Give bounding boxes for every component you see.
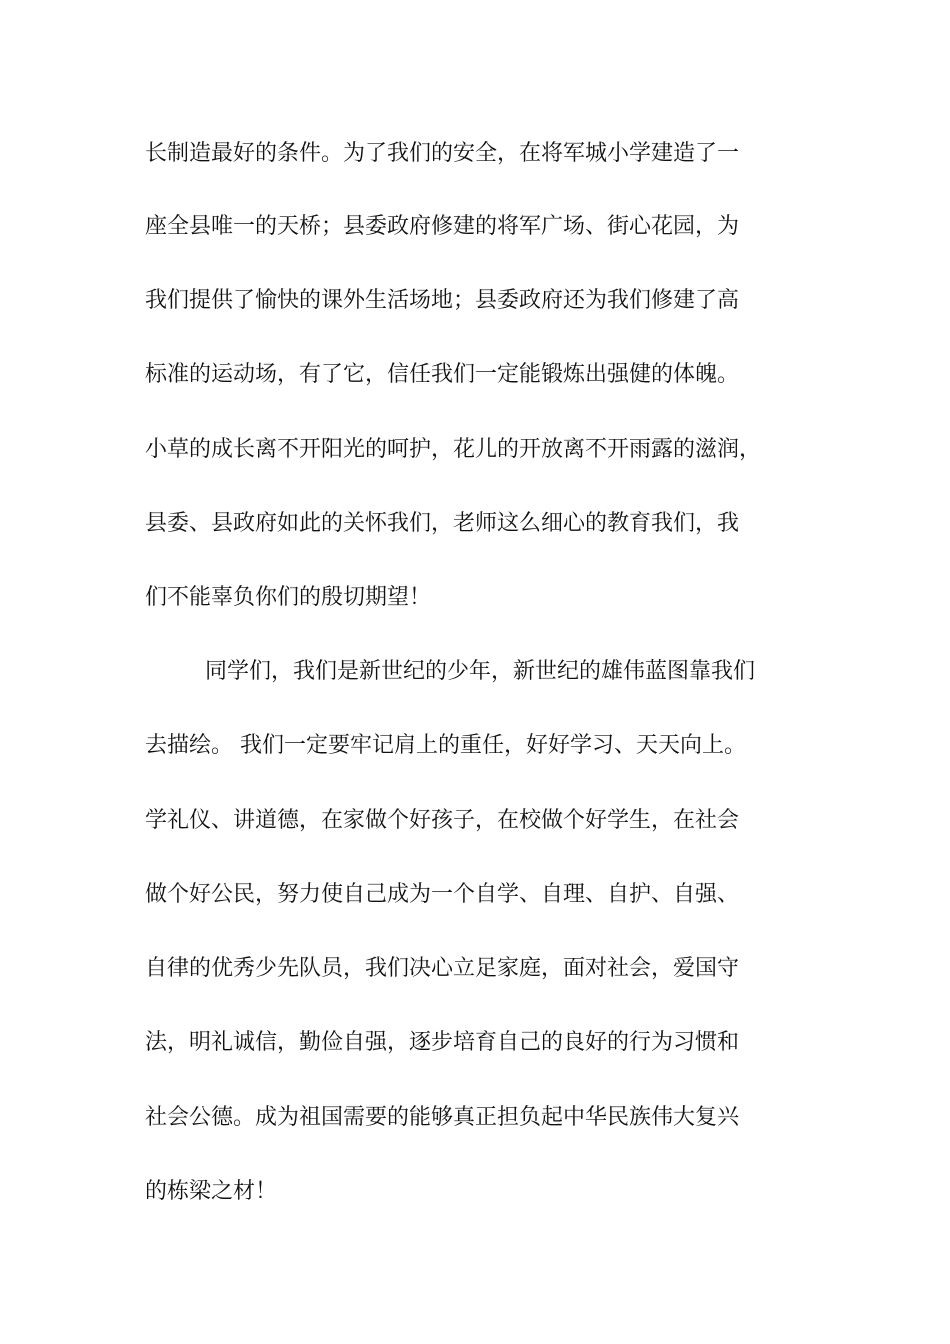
text-line: 社会公德。成为祖国需要的能够真正担负起中华民族伟大复兴 [145, 1105, 740, 1130]
text-line: 小草的成长离不开阳光的呵护，花儿的开放离不开雨露的滋润， [145, 437, 762, 462]
text-line: 法，明礼诚信，勤俭自强，逐步培育自己的良好的行为习惯和 [145, 1030, 740, 1055]
text-line: 的栋梁之材！ [145, 1179, 278, 1204]
text-line: 我们提供了愉快的课外生活场地；县委政府还为我们修建了高 [145, 288, 740, 313]
text-line: 长制造最好的条件。为了我们的安全，在将军城小学建造了一 [145, 141, 740, 166]
text-line: 自律的优秀少先队员，我们决心立足家庭，面对社会，爱国守 [145, 956, 740, 981]
text-line: 座全县唯一的天桥；县委政府修建的将军广场、街心花园，为 [145, 214, 740, 239]
text-line: 做个好公民，努力使自己成为一个自学、自理、自护、自强、 [145, 882, 740, 907]
text-line: 县委、县政府如此的关怀我们，老师这么细心的教育我们，我 [145, 511, 740, 536]
text-line: 去描绘。 我们一定要牢记肩上的重任，好好学习、天天向上。 [145, 733, 746, 758]
text-line: 标准的运动场，有了它，信任我们一定能锻炼出强健的体魄。 [145, 362, 740, 387]
paragraph-first-line: 同学们，我们是新世纪的少年，新世纪的雄伟蓝图靠我们 [205, 659, 756, 684]
text-line: 学礼仪、讲道德，在家做个好孩子，在校做个好学生，在社会 [145, 808, 740, 833]
text-line: 们不能辜负你们的殷切期望！ [145, 585, 432, 610]
